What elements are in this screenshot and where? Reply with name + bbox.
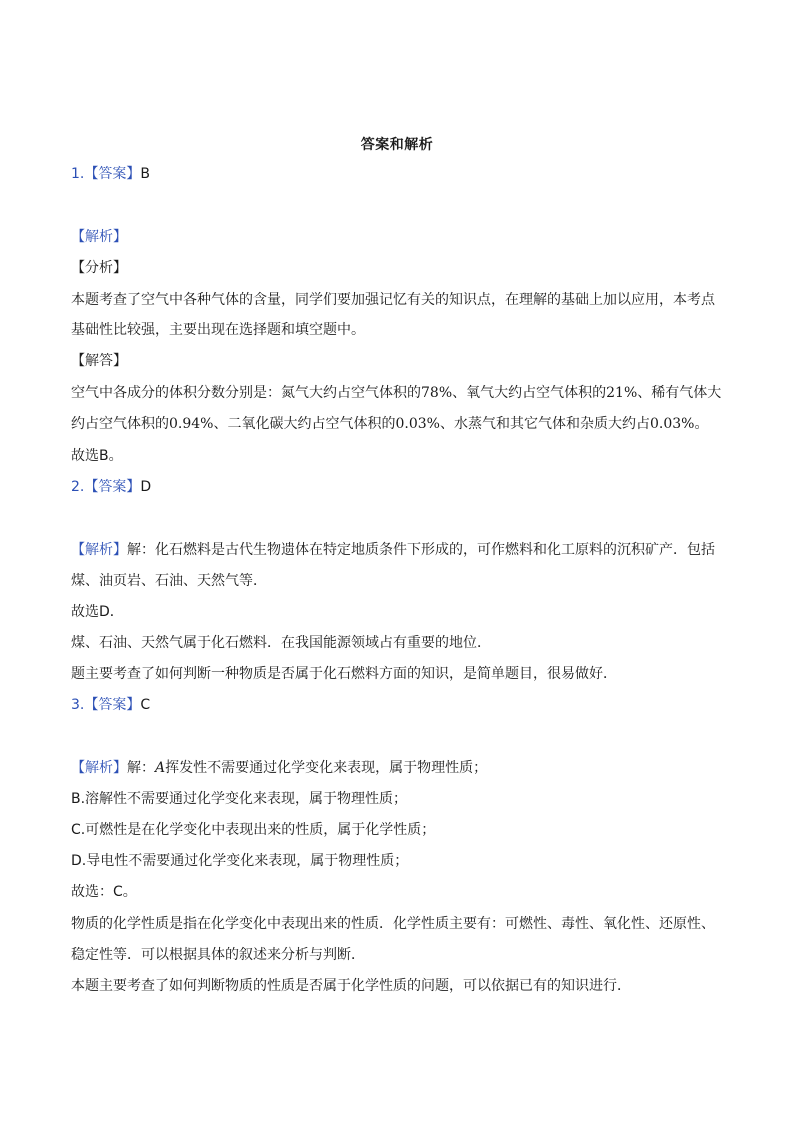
q3-analysis-label: 【解析】 — [71, 760, 127, 776]
q3-line-7: 稳定性等．可以根据具体的叙述来分析与判断． — [71, 947, 365, 963]
q3-line-1-pre: 解： — [127, 760, 155, 776]
q3-option-a-letter: A — [155, 760, 166, 776]
q3-line-3: C.可燃性是在化学变化中表现出来的性质，属于化学性质； — [71, 822, 436, 838]
q3-line-5: 故选：C。 — [71, 884, 137, 900]
q1-value-nitrogen: 78% — [421, 385, 453, 401]
q2-line-3: 故选D． — [71, 604, 124, 620]
q1-value-oxygen: 21% — [606, 385, 638, 401]
q3-line-8: 本题主要考查了如何判断物质的性质是否属于化学性质的问题，可以依据已有的知识进行． — [71, 978, 631, 994]
q1-answer-value: B — [140, 166, 150, 182]
q1-jieda-line-2 — [71, 414, 723, 434]
q3-line-2: B.溶解性不需要通过化学变化来表现，属于物理性质； — [71, 791, 408, 807]
q1-jieda-text-e: 、二氧化碳大约占空气体积的 — [213, 416, 396, 432]
q2-analysis-label: 【解析】 — [71, 542, 127, 558]
q3-line-4: D.导电性不需要通过化学变化来表现，属于物理性质； — [71, 853, 409, 869]
q2-answer-line — [71, 477, 723, 497]
q2-line-5: 题主要考查了如何判断一种物质是否属于化石燃料方面的知识，是简单题目，很易做好． — [71, 666, 617, 682]
q1-answer-line — [71, 164, 723, 184]
q2-number: 2. — [71, 479, 85, 495]
q1-conclusion: 故选B。 — [71, 448, 123, 464]
q2-analysis-line-1 — [71, 540, 723, 560]
q1-jieda-text-g: 。 — [694, 416, 709, 432]
q1-jieda-text-d: 约占空气体积的 — [71, 416, 169, 432]
q3-answer-label: 【答案】 — [84, 697, 141, 713]
q1-number: 1. — [71, 166, 85, 182]
q2-line-4: 煤、石油、天然气属于化石燃料．在我国能源领域占有重要的地位． — [71, 635, 491, 651]
page-title: 答案和解析 — [360, 137, 434, 153]
q3-answer-value: C — [140, 697, 151, 713]
q1-answer-label: 【答案】 — [84, 166, 141, 182]
q1-jieda-line-1 — [71, 383, 723, 403]
q1-jieda-text-a: 空气中各成分的体积分数分别是：氮气大约占空气体积的 — [71, 385, 421, 401]
q1-fenxi-label: 【分析】 — [71, 260, 127, 276]
q1-value-co2: 0.03% — [395, 416, 440, 432]
q2-line-1-text: 解：化石燃料是古代生物遗体在特定地质条件下形成的，可作燃料和化工原料的沉积矿产．包括 — [127, 542, 715, 558]
q1-value-rare-gas: 0.94% — [169, 416, 214, 432]
q2-line-2: 煤、油页岩、石油、天然气等． — [71, 573, 267, 589]
q1-fenxi-line-2: 基础性比较强，主要出现在选择题和填空题中。 — [71, 322, 365, 338]
q1-fenxi-line-1: 本题考查了空气中各种气体的含量，同学们要加强记忆有关的知识点，在理解的基础上加以应用，本考点 — [71, 292, 715, 308]
q3-answer-line — [71, 695, 723, 715]
q3-analysis-line-1 — [71, 758, 723, 778]
q1-value-other: 0.03% — [649, 416, 695, 432]
q1-analysis-label: 【解析】 — [71, 229, 127, 245]
q1-jieda-text-f: 、水蒸气和其它气体和杂质大约占 — [439, 416, 650, 432]
q3-line-1-text: 挥发性不需要通过化学变化来表现，属于物理性质； — [165, 760, 488, 776]
q3-number: 3. — [71, 697, 85, 713]
q2-answer-value: D — [140, 479, 152, 495]
q3-line-6: 物质的化学性质是指在化学变化中表现出来的性质．化学性质主要有：可燃性、毒性、氧化性、还原性、 — [71, 916, 715, 932]
q1-jieda-text-c: 、稀有气体大 — [637, 385, 722, 401]
q2-answer-label: 【答案】 — [84, 479, 141, 495]
q1-jieda-text-b: 、氧气大约占空气体积的 — [452, 385, 607, 401]
q1-jieda-label: 【解答】 — [71, 353, 127, 369]
